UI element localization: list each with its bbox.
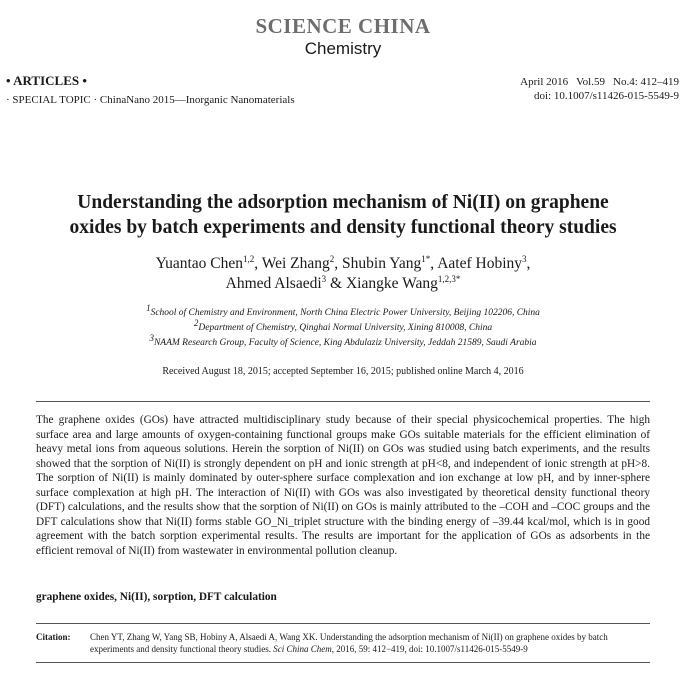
title-line-2: oxides by batch experiments and density functional theory studies: [69, 217, 617, 238]
citation-top-divider: [36, 623, 650, 624]
paper-title: [0, 190, 686, 240]
author-affiliation-mark: 1*: [421, 253, 431, 264]
author-affiliation-mark: 3: [522, 253, 527, 264]
abstract: The graphene oxides (GOs) have attracted multidisciplinary study because of their special physicochemical properties. The high surface area and large amounts of oxygen-containing functional groups make GOs suitable materials for the efficient elimination of heavy metal ions from aqueous solutions. Herein the sorption of Ni(II) on GOs was studied using batch experiments, and the results showed that the sorption of Ni(II) is strongly dependent on pH and ionic strength at pH<8, and independent of ionic strength at pH>8. The sorption of Ni(II) is mainly dominated by outer-sphere surface complexation and ion exchange at low pH, and by inner-sphere surface complexation at high pH. The interaction of Ni(II) with GOs was also investigated by theoretical density functional theory (DFT) calculations, and the results show that the sorption of Ni(II) on GOs is mainly attributed to the –COH and –COC groups and the DFT calculations show that Ni(II) forms stable GO_Ni_triplet structure with the binding energy of –39.44 kcal/mol, which is in good agreement with the batch sorption experimental results. The results are important for the application of GOs as adsorbents in the efficient removal of Ni(II) from wastewater in environmental pollution cleanup.: [36, 414, 650, 557]
article-type-header: [6, 73, 295, 107]
issue-date: April 2016: [520, 76, 569, 88]
special-topic: [6, 93, 295, 107]
affiliation: [0, 317, 686, 336]
title-line-1: Understanding the adsorption mechanism of Ni(II) on graphene: [77, 192, 609, 213]
author-separator: ,: [334, 255, 343, 272]
author-name: Aatef Hobiny: [437, 255, 522, 272]
citation-text: [90, 632, 650, 655]
affiliation: [0, 332, 686, 351]
author-line-2: [0, 274, 686, 294]
affiliation-mark: 3: [149, 332, 154, 343]
affiliations: [0, 302, 686, 351]
author-separator: ,: [430, 255, 438, 272]
citation-part-2: , 2016, 59: 412−419, doi: 10.1007/s11426-015-5549-9: [331, 643, 528, 654]
issue-info: [520, 75, 679, 103]
citation-journal: Sci China Chem: [273, 643, 332, 654]
author-affiliation-mark: 3: [321, 273, 327, 284]
received-dates: Received August 18, 2015; accepted September 16, 2015; published online March 4, 2016: [162, 366, 524, 377]
author-name: Ahmed Alsaedi: [225, 275, 322, 292]
author-name: Shubin Yang: [342, 255, 422, 272]
citation-part-1: Chen YT, Zhang W, Yang SB, Hobiny A, Alsaedi A, Wang XK. Understanding the adsorption mechanism of Ni(II) on graphene oxides by batch experiments and density functional theory studies.: [90, 632, 608, 654]
author-separator: ,: [254, 255, 262, 272]
affiliation-text: Department of Chemistry, Qinghai Normal University, Xining 810008, China: [198, 323, 493, 333]
issue-line: [520, 75, 679, 89]
author-name: Xiangke Wang: [345, 275, 438, 292]
special-topic-label: · SPECIAL TOPIC ·: [6, 94, 98, 106]
author-line-1: [0, 254, 686, 274]
author-separator: &: [326, 275, 346, 292]
citation-bottom-divider: [36, 662, 650, 663]
author-name: Yuantao Chen: [155, 255, 243, 272]
abstract-top-divider: [36, 401, 650, 402]
keywords: graphene oxides, Ni(II), sorption, DFT calculation: [36, 591, 277, 603]
author-name: Wei Zhang: [261, 255, 330, 272]
journal-masthead: [0, 14, 686, 60]
issue-volume: Vol.59: [576, 76, 605, 88]
affiliation-mark: 2: [193, 317, 199, 328]
issue-number-pages: No.4: 412–419: [613, 76, 679, 88]
affiliation: [0, 302, 686, 321]
special-topic-name: ChinaNano 2015—Inorganic Nanomaterials: [99, 94, 295, 106]
author-affiliation-mark: 2: [329, 253, 335, 264]
author-affiliation-mark: 1,2,3*: [437, 273, 461, 284]
author-affiliation-mark: 1,2: [243, 253, 255, 264]
journal-name: SCIENCE CHINA: [255, 14, 431, 38]
affiliation-mark: 1: [146, 302, 151, 313]
citation-label: Citation:: [36, 632, 71, 642]
citation-block: [36, 632, 650, 655]
article-category: • ARTICLES •: [6, 73, 87, 88]
affiliation-text: School of Chemistry and Environment, North China Electric Power University, Beijing 102206, China: [150, 308, 540, 318]
author-separator: ,: [526, 255, 531, 272]
doi: doi: 10.1007/s11426-015-5549-9: [533, 90, 679, 102]
author-list: [0, 254, 686, 294]
journal-subject: Chemistry: [304, 39, 382, 58]
affiliation-text: NAAM Research Group, Faculty of Science, King Abdulaziz University, Jeddah 21589, Saudi Arabia: [153, 338, 537, 348]
